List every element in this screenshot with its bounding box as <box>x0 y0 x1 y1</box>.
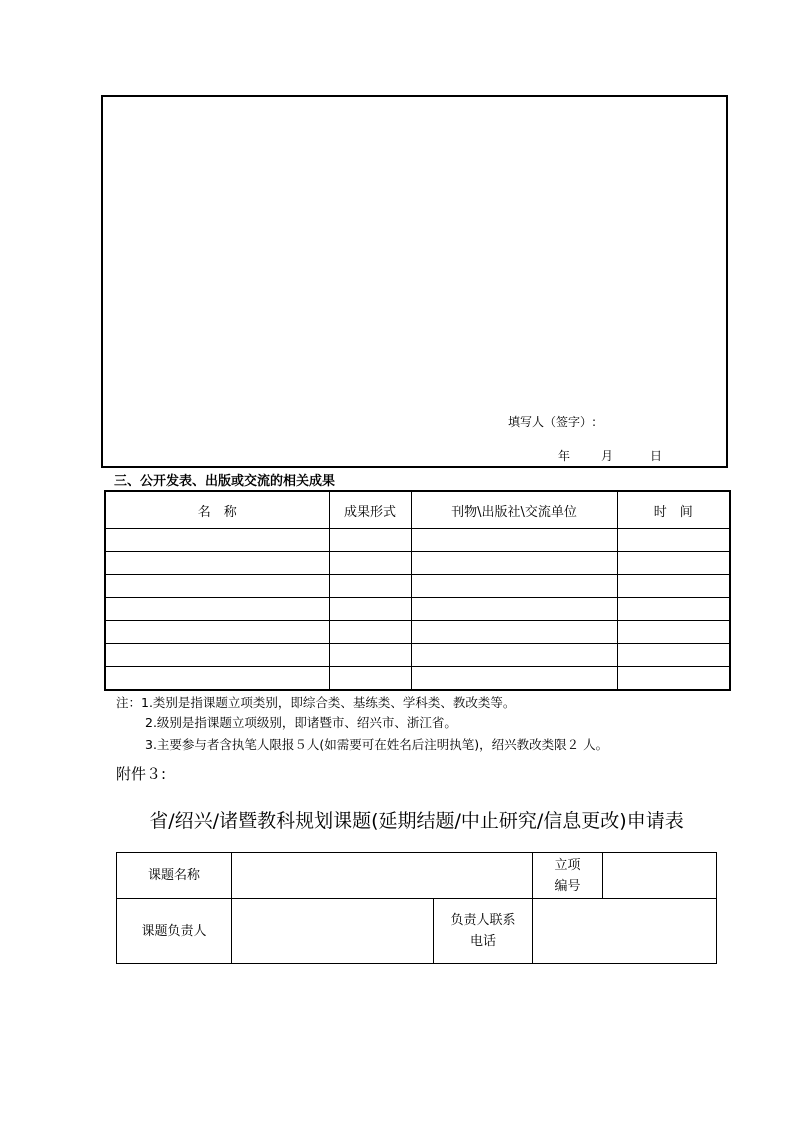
table-cell[interactable] <box>411 644 617 667</box>
table-row <box>105 552 730 575</box>
form-title: 省/绍兴/诸暨教科规划课题(延期结题/中止研究/信息更改)申请表 <box>149 810 684 832</box>
table-cell[interactable] <box>617 575 730 598</box>
project-no-label-line1: 立项 <box>554 857 581 873</box>
table-cell[interactable] <box>411 552 617 575</box>
table-cell[interactable] <box>105 529 329 552</box>
table-row <box>105 529 730 552</box>
signer-label: 填写人（签字）: <box>508 415 597 429</box>
table-cell[interactable] <box>105 644 329 667</box>
project-no-label <box>533 853 603 899</box>
table-cell[interactable] <box>329 598 411 621</box>
note-line-3: 3.主要参与者含执笔人限报５人(如需要可在姓名后注明执笔)，绍兴教改类限２ 人。 <box>145 737 609 752</box>
date-year-label: 年 <box>558 449 571 463</box>
table-cell[interactable] <box>329 575 411 598</box>
table-row <box>105 621 730 644</box>
contact-phone-field[interactable] <box>533 899 717 964</box>
table-row <box>105 575 730 598</box>
table-cell[interactable] <box>411 621 617 644</box>
table-cell[interactable] <box>105 552 329 575</box>
project-no-field[interactable] <box>603 853 717 899</box>
table-cell[interactable] <box>617 644 730 667</box>
date-day-label: 日 <box>650 449 663 463</box>
table-cell[interactable] <box>329 667 411 691</box>
table-cell[interactable] <box>105 598 329 621</box>
topic-name-field[interactable] <box>232 853 533 899</box>
header-name: 名 称 <box>105 491 329 529</box>
table-cell[interactable] <box>617 598 730 621</box>
attachment-label: 附件３: <box>116 765 167 783</box>
table-cell[interactable] <box>329 621 411 644</box>
header-publisher: 刊物\出版社\交流单位 <box>411 491 617 529</box>
header-result-type: 成果形式 <box>329 491 411 529</box>
contact-phone-label <box>434 899 533 964</box>
table-cell[interactable] <box>105 575 329 598</box>
form-row-leader <box>117 899 717 964</box>
table-cell[interactable] <box>329 552 411 575</box>
table-row <box>105 667 730 691</box>
table-cell[interactable] <box>329 644 411 667</box>
table-cell[interactable] <box>411 598 617 621</box>
date-month-label: 月 <box>601 449 614 463</box>
results-table <box>104 490 731 691</box>
table-row <box>105 598 730 621</box>
table-cell[interactable] <box>617 667 730 691</box>
table-cell[interactable] <box>617 529 730 552</box>
table-header-row <box>105 491 730 529</box>
table-cell[interactable] <box>105 667 329 691</box>
note-line-1: 注：1.类别是指课题立项类别，即综合类、基练类、学科类、教改类等。 <box>116 695 516 710</box>
contact-phone-label-line2: 电话 <box>469 934 496 949</box>
content-box <box>101 95 728 468</box>
topic-name-label: 课题名称 <box>117 853 232 899</box>
table-cell[interactable] <box>329 529 411 552</box>
table-cell[interactable] <box>411 667 617 691</box>
leader-label: 课题负责人 <box>117 899 232 964</box>
header-time: 时 间 <box>617 491 730 529</box>
table-cell[interactable] <box>105 621 329 644</box>
table-cell[interactable] <box>617 621 730 644</box>
table-cell[interactable] <box>411 529 617 552</box>
leader-field[interactable] <box>232 899 434 964</box>
note-line-2: 2.级别是指课题立项级别，即诸暨市、绍兴市、浙江省。 <box>145 715 457 730</box>
table-cell[interactable] <box>411 575 617 598</box>
table-row <box>105 644 730 667</box>
application-form-table <box>116 852 717 964</box>
table-cell[interactable] <box>617 552 730 575</box>
contact-phone-label-line1: 负责人联系 <box>450 913 516 928</box>
form-row-topic <box>117 853 717 899</box>
project-no-label-line2: 编号 <box>554 878 581 894</box>
section-title: 三、公开发表、出版或交流的相关成果 <box>114 474 336 489</box>
